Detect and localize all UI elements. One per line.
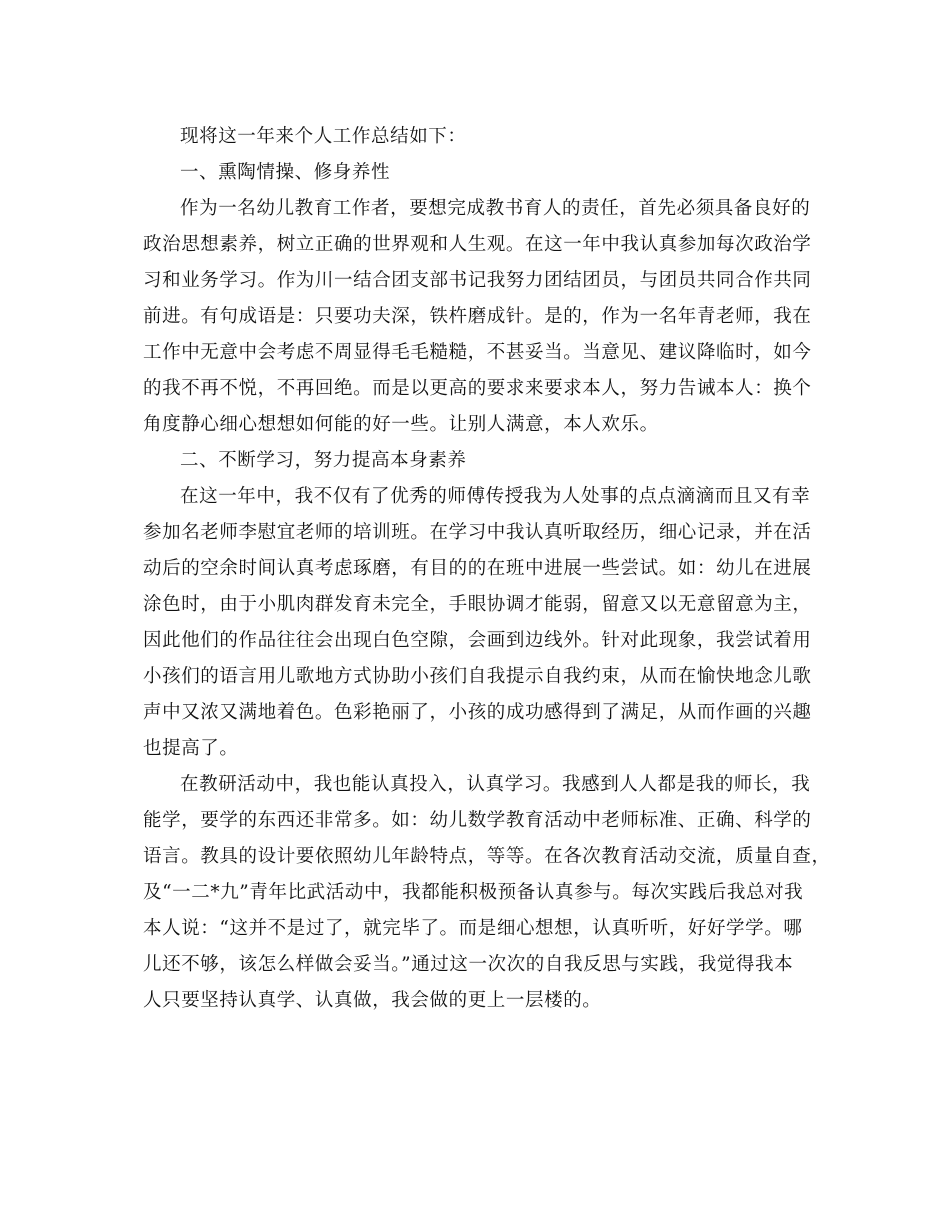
paragraph-line: 在这一年中，我不仅有了优秀的师傅传授我为人处事的点点滴滴而且又有幸: [180, 486, 811, 507]
paragraph-line: 政治思想素养，树立正确的世界观和人生观。在这一年中我认真参加每次政治学: [143, 234, 812, 255]
paragraph-line: 习和业务学习。作为川一结合团支部书记我努力团结团员，与团员共同合作共同: [143, 270, 812, 291]
paragraph-line: 也提高了。: [143, 738, 239, 759]
paragraph-line: 的我不再不悦，不再回绝。而是以更高的要求来要求本人，努力告诫本人：换个: [143, 378, 812, 399]
paragraph-line: 本人说：“这并不是过了，就完毕了。而是细心想想，认真听听，好好学学。哪: [143, 918, 803, 939]
paragraph-line: 动后的空余时间认真考虑琢磨，有目的的在班中进展一些尝试。如：幼儿在进展: [143, 558, 812, 579]
section-heading-1: 一、熏陶情操、修身养性: [180, 162, 391, 183]
intro-line: 现将这一年来个人工作总结如下：: [180, 126, 467, 147]
paragraph-line: 能学，要学的东西还非常多。如：幼儿数学教育活动中老师标准、正确、科学的: [143, 810, 812, 831]
paragraph-line: 作为一名幼儿教育工作者，要想完成教书育人的责任，首先必须具备良好的: [180, 198, 811, 219]
paragraph-line: 涂色时，由于小肌肉群发育未完全，手眼协调才能弱，留意又以无意留意为主，: [143, 594, 812, 615]
paragraph-line: 前进。有句成语是：只要功夫深，铁杵磨成针。是的，作为一名年青老师，我在: [143, 306, 812, 327]
paragraph-line: 小孩们的语言用儿歌地方式协助小孩们自我提示自我约束，从而在愉快地念儿歌: [143, 666, 812, 687]
paragraph-line: 语言。教具的设计要依照幼儿年龄特点，等等。在各次教育活动交流，质量自查，: [143, 846, 831, 867]
paragraph-line: 人只要坚持认真学、认真做，我会做的更上一层楼的。: [143, 990, 602, 1011]
paragraph-line: 在教研活动中，我也能认真投入，认真学习。我感到人人都是我的师长，我: [180, 774, 811, 795]
paragraph-line: 因此他们的作品往往会出现白色空隙，会画到边线外。针对此现象，我尝试着用: [143, 630, 812, 651]
paragraph-line: 参加名老师李慰宜老师的培训班。在学习中我认真听取经历，细心记录，并在活: [143, 522, 812, 543]
paragraph-line: 工作中无意中会考虑不周显得毛毛糙糙，不甚妥当。当意见、建议降临时，如今: [143, 342, 812, 363]
paragraph-line: 及“一二*九”青年比武活动中，我都能积极预备认真参与。每次实践后我总对我: [143, 882, 804, 903]
paragraph-line: 角度静心细心想想如何能的好一些。让别人满意，本人欢乐。: [143, 414, 659, 435]
paragraph-line: 声中又浓又满地着色。色彩艳丽了，小孩的成功感得到了满足，从而作画的兴趣: [143, 702, 812, 723]
section-heading-2: 二、不断学习，努力提高本身素养: [180, 450, 467, 471]
paragraph-line: 儿还不够，该怎么样做会妥当。”通过这一次次的自我反思与实践，我觉得我本: [143, 954, 794, 975]
